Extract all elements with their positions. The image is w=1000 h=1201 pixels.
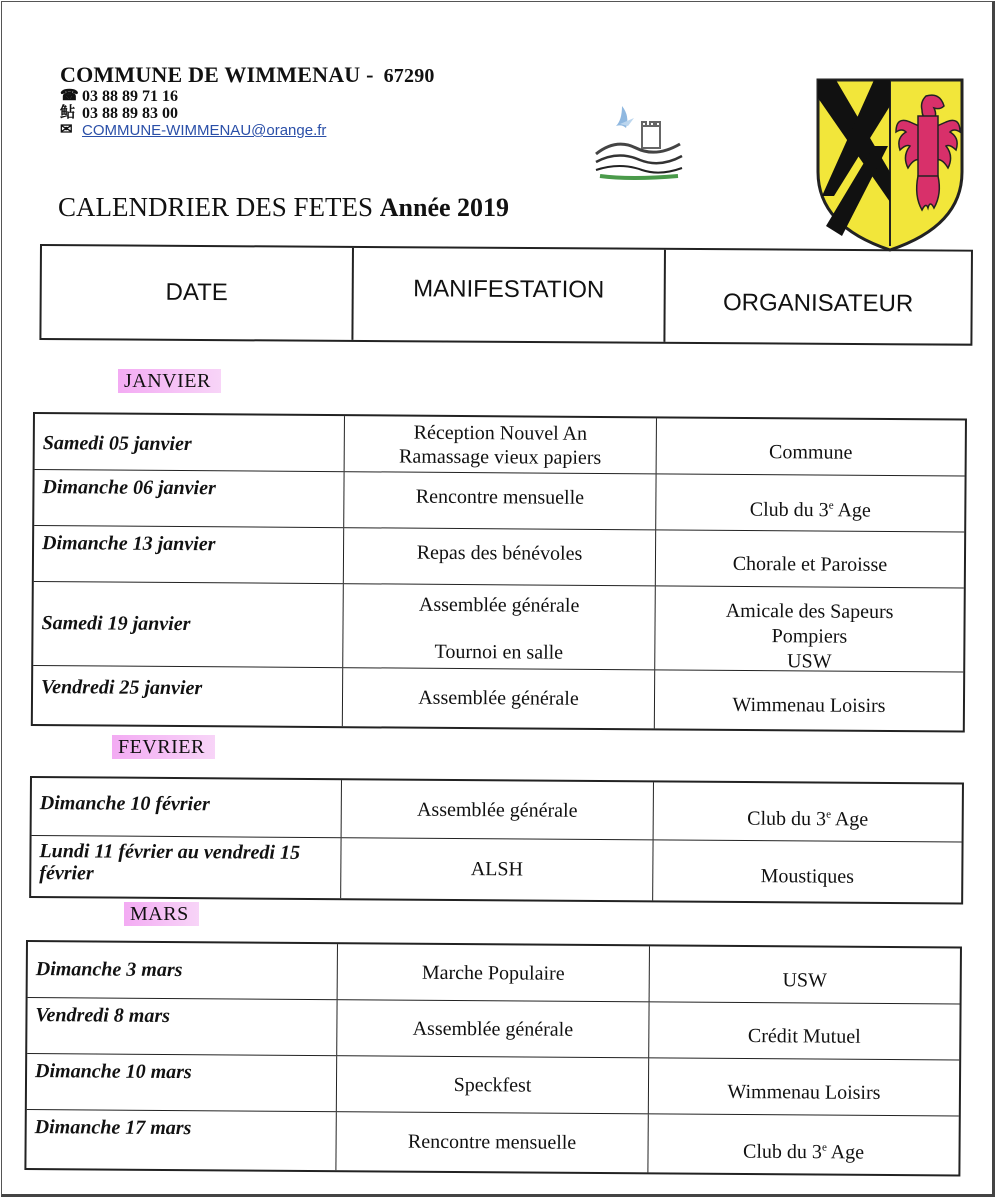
column-header-date: DATE (41, 246, 354, 340)
event-date: Dimanche 13 janvier (34, 526, 344, 583)
table-row (34, 470, 964, 532)
table-row (26, 1110, 958, 1175)
event-date: Dimanche 10 février (32, 778, 342, 837)
tower-shape (642, 126, 660, 148)
event-date: Vendredi 25 janvier (33, 666, 343, 726)
event-date: Dimanche 17 mars (26, 1110, 336, 1170)
fax-number: 03 88 89 83 00 (82, 105, 178, 122)
table-row (28, 942, 960, 1005)
commune-name: COMMUNE DE WIMMENAU - 67290 (60, 62, 435, 87)
event-date: Samedi 19 janvier (33, 582, 344, 667)
village-logo (592, 96, 684, 184)
fax-line (60, 105, 435, 122)
events-table-janvier (31, 412, 967, 733)
event-date: Vendredi 8 mars (27, 998, 337, 1055)
month-label-janvier: JANVIER (118, 369, 221, 393)
event-name: ALSH (341, 838, 653, 900)
event-organizer: Club du 3e Age (747, 807, 869, 831)
table-row (35, 414, 965, 476)
event-organizer: Club du 3e Age (742, 1140, 865, 1164)
event-organizer: Chorale et Paroisse (732, 552, 888, 576)
event-organizer: Moustiques (760, 865, 855, 888)
event-name: Assemblée générale (337, 1000, 649, 1057)
event-name: Rencontre mensuelle (336, 1112, 648, 1172)
events-table-mars (24, 940, 962, 1177)
event-date: Samedi 05 janvier (35, 414, 345, 471)
email-link[interactable]: COMMUNE-WIMMENAU@orange.fr (82, 122, 327, 139)
phone-number: 03 88 89 71 16 (82, 88, 178, 105)
column-headers (39, 244, 973, 346)
coat-of-arms (814, 76, 966, 254)
email-line (60, 122, 435, 139)
event-name: Assemblée générale (343, 668, 655, 728)
title-year: Année 2019 (379, 193, 510, 222)
telephone-icon: ☎ (60, 88, 79, 104)
event-organizer: Crédit Mutuel (747, 1024, 861, 1048)
event-name: Marche Populaire (338, 944, 650, 1001)
phone-line (60, 88, 435, 105)
postal-code: 67290 (383, 65, 435, 87)
table-row (33, 582, 964, 672)
event-organizer: Commune (768, 440, 853, 464)
table-row (27, 1054, 959, 1117)
event-organizer: Amicale des Sapeurs Pompiers USW (725, 599, 894, 673)
event-organizer: Wimmenau Loisirs (732, 693, 886, 717)
event-name: Repas des bénévoles (344, 528, 656, 585)
event-name: Assemblée générale (342, 780, 654, 839)
event-name: Assemblée générale Tournoi en salle (343, 584, 656, 669)
grass-line (600, 176, 678, 178)
envelope-icon: ✉ (60, 122, 73, 138)
hill-line (596, 144, 680, 154)
page-title: CALENDRIER DES FETES Année 2019 (58, 192, 510, 222)
column-header-organisateur: ORGANISATEUR (722, 289, 914, 318)
event-organizer: Club du 3e Age (749, 498, 871, 522)
event-date: Dimanche 3 mars (28, 942, 338, 999)
event-name: Speckfest (337, 1056, 649, 1113)
table-row (32, 778, 962, 842)
column-header-manifestation: MANIFESTATION (353, 248, 666, 342)
table-row (27, 998, 959, 1061)
table-row (31, 836, 961, 902)
commune-header (60, 62, 435, 139)
table-row (33, 666, 963, 730)
event-name: Rencontre mensuelle (344, 472, 656, 529)
event-organizer: Wimmenau Loisirs (727, 1080, 881, 1104)
month-label-mars: MARS (124, 902, 199, 926)
event-organizer: USW (782, 968, 828, 992)
event-date: Dimanche 06 janvier (34, 470, 344, 527)
table-row (34, 526, 964, 588)
event-date: Dimanche 10 mars (27, 1054, 337, 1111)
event-name: Réception Nouvel An Ramassage vieux papiers (345, 416, 657, 473)
event-date: Lundi 11 février au vendredi 15 février (31, 836, 341, 898)
events-table-fevrier (29, 776, 964, 905)
fax-icon: 鲇 (60, 105, 76, 121)
month-label-fevrier: FEVRIER (112, 735, 215, 759)
